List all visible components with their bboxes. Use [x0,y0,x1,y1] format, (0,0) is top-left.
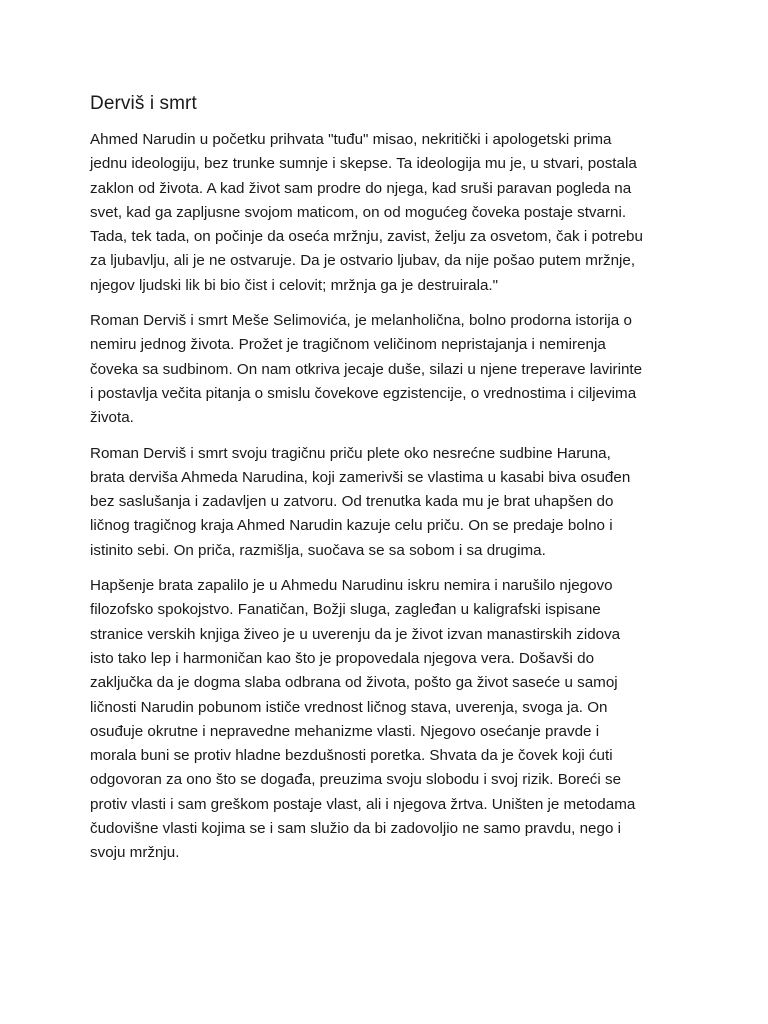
paragraph-line: ličnog tragičnog kraja Ahmed Narudin kazuje celu priču. On se predaje bolno i [90,517,613,535]
paragraph-line: ličnosti Narudin pobunom ističe vrednost ličnog stava, uverenja, svoga ja. On [90,698,608,716]
paragraph-line: zaklon od života. A kad život sam prodre do njega, kad sruši paravan pogleda na [90,179,632,197]
document-page [90,92,700,877]
document-title: Derviš i smrt [90,93,197,114]
paragraph-line: Hapšenje brata zapalilo je u Ahmedu Narudinu iskru nemira i narušilo njegovo [90,577,613,595]
paragraph-line: zaključka da je dogma slaba odbrana od života, pošto ga život saseće u samoj [90,674,618,692]
paragraph [90,574,700,866]
paragraph-line: brata derviša Ahmeda Narudina, koji zamerivši se vlastima u kasabi biva osuđen [90,468,631,486]
paragraph-line: i postavlja večita pitanja o smislu čovekove egzistencije, o vrednostima i ciljevima [90,384,637,402]
paragraph-line: Tada, tek tada, on počinje da oseća mržnju, zavist, želju za osvetom, čak i potrebu [90,228,643,246]
paragraph-line: morala buni se protiv hladne bezdušnosti poretka. Shvata da je čovek koji ćuti [90,747,613,765]
paragraph-line: Ahmed Narudin u početku prihvata "tuđu" misao, nekritički i apologetski prima [90,131,612,148]
paragraph-line: odgovoran za ono što se događa, preuzima svoju slobodu i svoj rizik. Boreći se [90,771,622,789]
paragraph-line: njegov ljudski lik bi bio čist i celovit; mržnja ga je destruirala." [90,276,499,294]
paragraph [90,442,700,563]
paragraph-line: isto tako lep i harmoničan kao što je propovedala njegova vera. Došavši do [90,649,595,667]
document-body [90,128,700,866]
paragraph-line: jednu ideologiju, bez trunke sumnje i skepse. Ta ideologija mu je, u stvari, postala [90,155,637,173]
paragraph-line: protiv vlasti i sam greškom postaje vlast, ali i njegova žrtva. Uništen je metodama [90,795,636,813]
paragraph-line: nemiru jednog života. Prožet je tragičnom veličinom nepristajanja i nemirenja [90,336,606,354]
paragraph [90,309,700,430]
paragraph-line: za ljubavlju, ali je ne ostvaruje. Da je ostvario ljubav, da nije pošao putem mržnje, [90,252,636,270]
paragraph [90,128,700,298]
paragraph-line: Roman Derviš i smrt Meše Selimovića, je melanholična, bolno prodorna istorija o [90,312,632,330]
paragraph-line: života. [90,409,134,427]
paragraph-line: svet, kad ga zapljusne svojom maticom, on od mogućeg čoveka postaje stvarni. [90,203,627,221]
paragraph-line: Roman Derviš i smrt svoju tragičnu priču plete oko nesrećne sudbine Haruna, [90,444,611,462]
paragraph-line: čudovišne vlasti kojima se i sam služio da bi zadovoljio ne samo pravdu, nego i [90,820,621,838]
paragraph-line: bez saslušanja i zadavljen u zatvoru. Od trenutka kada mu je brat uhapšen do [90,493,614,511]
paragraph-line: svoju mržnju. [90,844,180,862]
paragraph-line: stranice verskih knjiga živeo je u uverenju da je život izvan manastirskih zidova [90,625,621,643]
paragraph-line: osuđuje okrutne i nepravedne mehanizme vlasti. Njegovo osećanje pravde i [90,722,600,740]
paragraph-line: filozofsko spokojstvo. Fanatičan, Božji sluga, zagleđan u kaligrafski ispisane [90,601,601,619]
paragraph-line: čoveka sa sudbinom. On nam otkriva jecaje duše, silazi u njene treperave lavirinte [90,360,643,378]
paragraph-line: istinito sebi. On priča, razmišlja, suočava se sa sobom i sa drugima. [90,541,546,559]
